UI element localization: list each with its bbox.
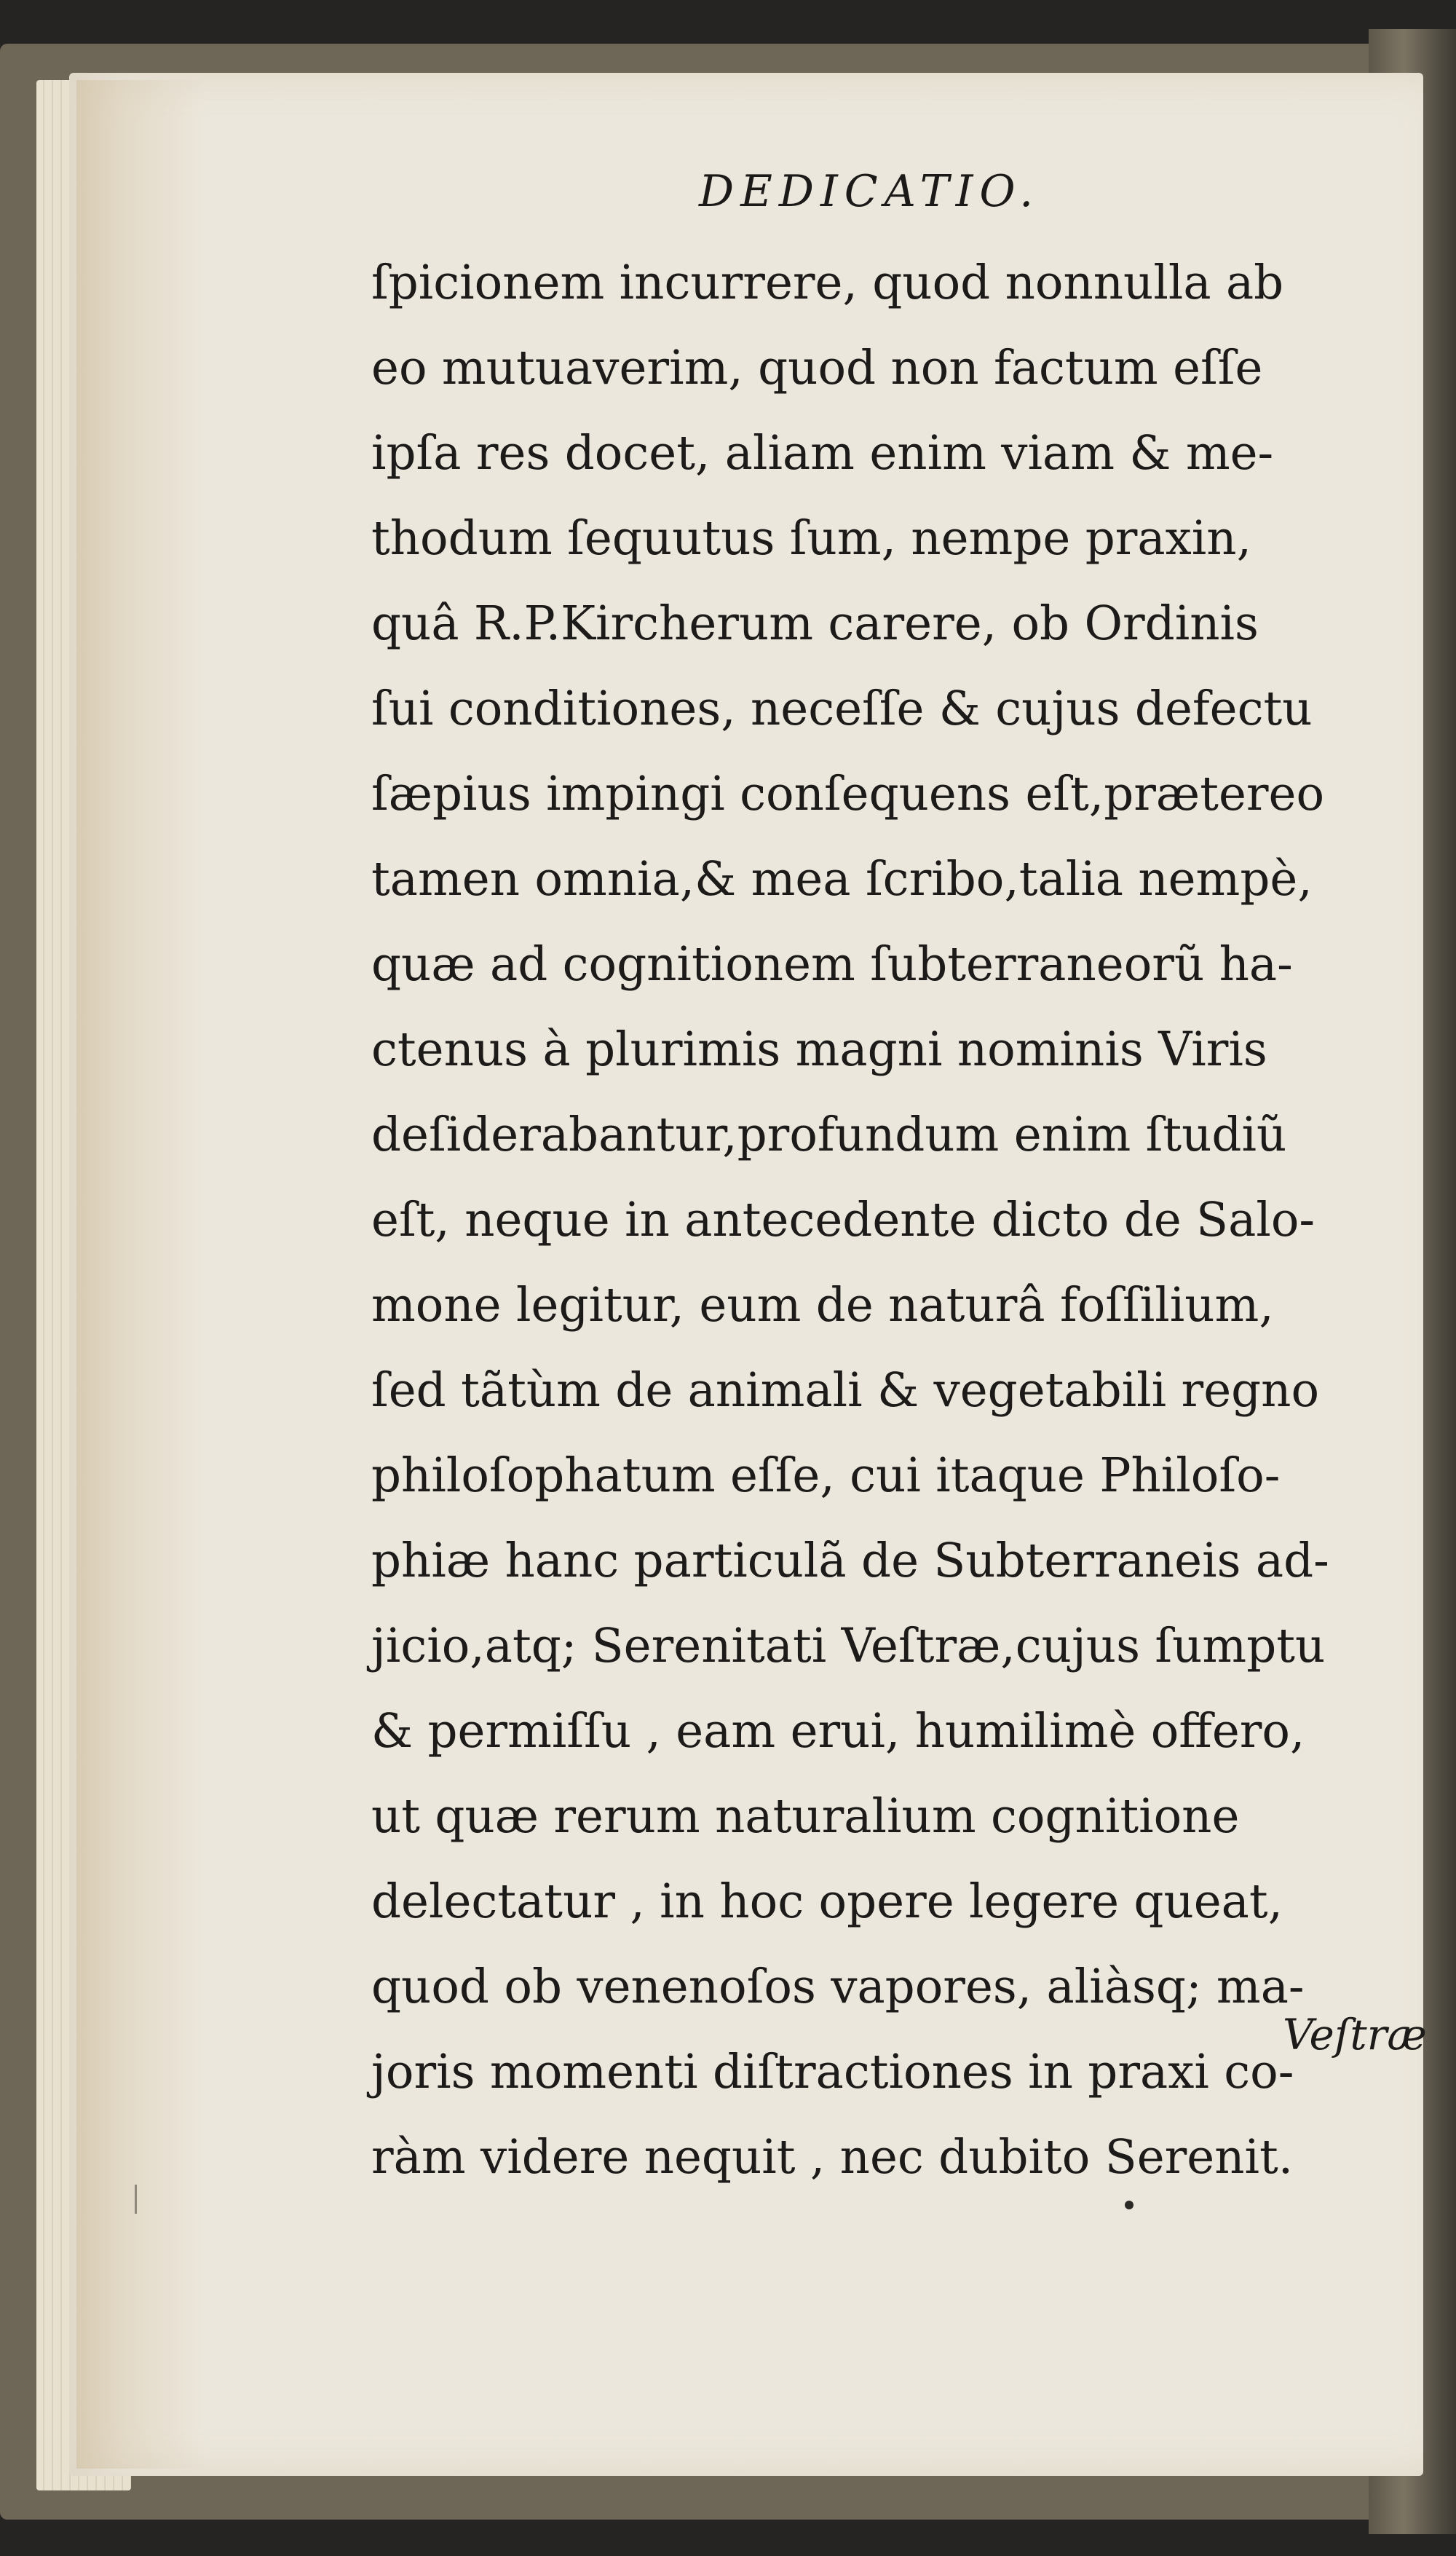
text-line: ſæpius impingi conſequens eſt,prætereo <box>371 767 1325 821</box>
text-line: ipſa res docet, aliam enim viam & me- <box>371 426 1274 481</box>
text-line: philoſophatum eſſe, cui itaque Philoſo- <box>371 1448 1281 1503</box>
text-line: ràm videre nequit , nec dubito Serenit. <box>371 2130 1294 2185</box>
text-line: quâ R.P.Kircherum carere, ob Ordinis <box>371 596 1259 651</box>
catchword: Veſtræ <box>1283 2010 1427 2059</box>
text-line: quæ ad cognitionem ſubterraneorũ ha- <box>371 937 1293 992</box>
text-line: ſpicionem incurrere, quod nonnulla ab <box>371 256 1284 310</box>
text-line: quod ob venenoſos vapores, aliàsq; ma- <box>371 1960 1305 2014</box>
text-line: phiæ hanc particulã de Subterraneis ad- <box>371 1534 1329 1588</box>
text-line: eſt, neque in antecedente dicto de Salo- <box>371 1193 1315 1247</box>
ink-dot <box>1125 2201 1133 2209</box>
text-line: joris momenti diſtractiones in praxi co- <box>371 2045 1294 2099</box>
text-line: ſui conditiones, neceſſe & cujus defectu <box>371 682 1313 736</box>
text-line: ctenus à plurimis magni nominis Viris <box>371 1022 1267 1077</box>
page-gutter-stain <box>76 80 207 2469</box>
text-line: delectatur , in hoc opere legere queat, <box>371 1874 1283 1929</box>
text-line: tamen omnia,& mea ſcribo,talia nempè, <box>371 852 1313 907</box>
margin-mark <box>135 2185 137 2214</box>
body-text <box>371 240 1434 2200</box>
text-line: & permiſſu , eam erui, humilimè offero, <box>371 1704 1305 1759</box>
text-line: deſiderabantur,profundum enim ſtudiũ <box>371 1108 1287 1162</box>
text-line: eo mutuaverim, quod non factum eſſe <box>371 341 1263 395</box>
running-header: DEDICATIO. <box>699 166 1040 217</box>
text-line: mone legitur, eum de naturâ foſſilium, <box>371 1278 1274 1333</box>
text-line: thodum ſequutus ſum, nempe praxin, <box>371 511 1251 566</box>
text-line: jicio,atq; Serenitati Veſtræ,cujus ſumptu <box>371 1619 1326 1673</box>
text-line: ſed tãtùm de animali & vegetabili regno <box>371 1363 1320 1418</box>
text-line: ut quæ rerum naturalium cognitione <box>371 1789 1240 1844</box>
